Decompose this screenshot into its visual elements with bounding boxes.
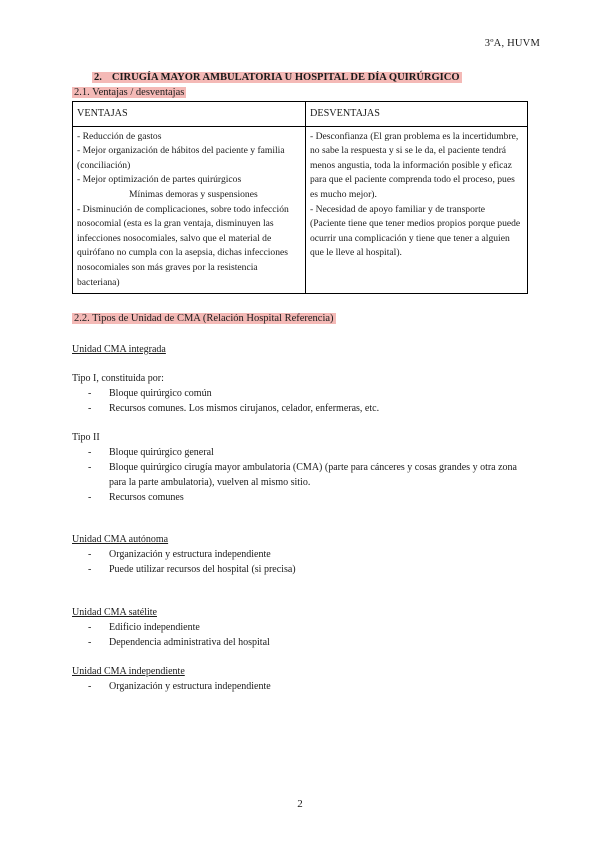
- list-item: [72, 562, 522, 577]
- ventajas-header: VENTAJAS: [73, 102, 306, 127]
- list-item: [72, 620, 522, 635]
- subsection-heading-ventajas: 2.1. Ventajas / desventajas: [74, 87, 185, 98]
- list-item: [72, 635, 522, 650]
- bullet-dash: -: [88, 681, 92, 692]
- tipo1-block: [72, 371, 522, 416]
- bullet-dash: -: [88, 447, 92, 458]
- list-item: [72, 401, 522, 416]
- ventajas-table: [72, 101, 528, 294]
- section-number: 2.: [94, 72, 102, 83]
- bullet-dash: -: [88, 492, 92, 503]
- bullet-dash: -: [88, 403, 92, 414]
- list-item-text: Organización y estructura independiente: [109, 549, 271, 560]
- ventaja-item: - Mejor organización de hábitos del paciente y familia (conciliación): [77, 145, 285, 171]
- desventajas-cell: [306, 126, 528, 294]
- list-item: [72, 679, 522, 694]
- independiente-block: [72, 664, 522, 694]
- bullet-dash: -: [88, 564, 92, 575]
- bullet-dash: -: [88, 622, 92, 633]
- desventaja-item: - Necesidad de apoyo familiar y de transporte (Paciente tiene que tener medios propios porque puede ocurrir una complicación y tiene que tener a alguien que le lleve al hospital).: [310, 203, 521, 259]
- ventaja-item: Mínimas demoras y suspensiones: [129, 188, 258, 200]
- list-item-text: Bloque quirúrgico general: [109, 447, 214, 458]
- list-item-text: Organización y estructura independiente: [109, 681, 271, 692]
- desventaja-item: - Desconfianza (El gran problema es la incertidumbre, no sabe la respuesta y si se le da, el paciente tendrá menos angustia, toda la información posible y eficaz para que el paciente comprenda todo el proceso, pues es mucho mejor).: [310, 130, 519, 200]
- header-course: 3ºA, HUVM: [484, 38, 540, 49]
- list-item: [72, 490, 522, 505]
- page-number: 2: [297, 798, 303, 810]
- bullet-dash: -: [88, 637, 92, 648]
- section-title-text: CIRUGÍA MAYOR AMBULATORIA U HOSPITAL DE DÍA QUIRÚRGICO: [111, 72, 460, 83]
- ventaja-item: - Disminución de complicaciones, sobre todo infección nosocomial (esta es la gran ventaja, disminuyen las infecciones nosocomiales, salvo que el material de quirófano no cumpla con la asepsia, dichas infecciones nosocomiales son más graves por la resistencia bacteriana): [77, 203, 289, 288]
- unidad-integrada-title-text: Unidad CMA integrada: [72, 344, 166, 355]
- satelite-block: [72, 605, 522, 650]
- list-item-text: Edificio independiente: [109, 622, 200, 633]
- list-item-text: Recursos comunes: [109, 492, 184, 503]
- list-item: [72, 460, 522, 490]
- list-item: [72, 445, 522, 460]
- unidad-autonoma-title: Unidad CMA autónoma: [72, 534, 169, 545]
- list-item-text: Recursos comunes. Los mismos cirujanos, celador, enfermeras, etc.: [109, 403, 380, 414]
- list-item: [72, 547, 522, 562]
- ventaja-item: - Mejor optimización de partes quirúrgicos: [77, 174, 242, 186]
- list-item-text: Bloque quirúrgico cirugía mayor ambulatoria (CMA) (parte para cánceres y cosas grandes y otra zona para la parte ambulatoria), vuelven al mismo sitio.: [109, 462, 517, 488]
- list-item: [72, 386, 522, 401]
- bullet-dash: -: [88, 388, 92, 399]
- tipo1-label: Tipo I, constituida por:: [72, 373, 164, 384]
- unidad-satelite-title: Unidad CMA satélite: [72, 607, 157, 618]
- tipo2-label: Tipo II: [72, 432, 100, 443]
- unidad-independiente-title: Unidad CMA independiente: [72, 666, 185, 677]
- section-title: [92, 72, 462, 83]
- bullet-dash: -: [88, 462, 92, 473]
- list-item-text: Dependencia administrativa del hospital: [109, 637, 270, 648]
- subsection-heading-tipos: 2.2. Tipos de Unidad de CMA (Relación Hospital Referencia): [74, 313, 334, 324]
- autonoma-block: [72, 532, 522, 577]
- bullet-dash: -: [88, 549, 92, 560]
- tipo2-block: [72, 430, 522, 505]
- desventajas-header: DESVENTAJAS: [306, 102, 528, 127]
- ventaja-item: - Reducción de gastos: [77, 130, 162, 142]
- list-item-text: Bloque quirúrgico común: [109, 388, 212, 399]
- list-item-text: Puede utilizar recursos del hospital (si precisa): [109, 564, 296, 575]
- ventajas-cell: [73, 126, 306, 294]
- unidad-integrada-title: [72, 342, 166, 357]
